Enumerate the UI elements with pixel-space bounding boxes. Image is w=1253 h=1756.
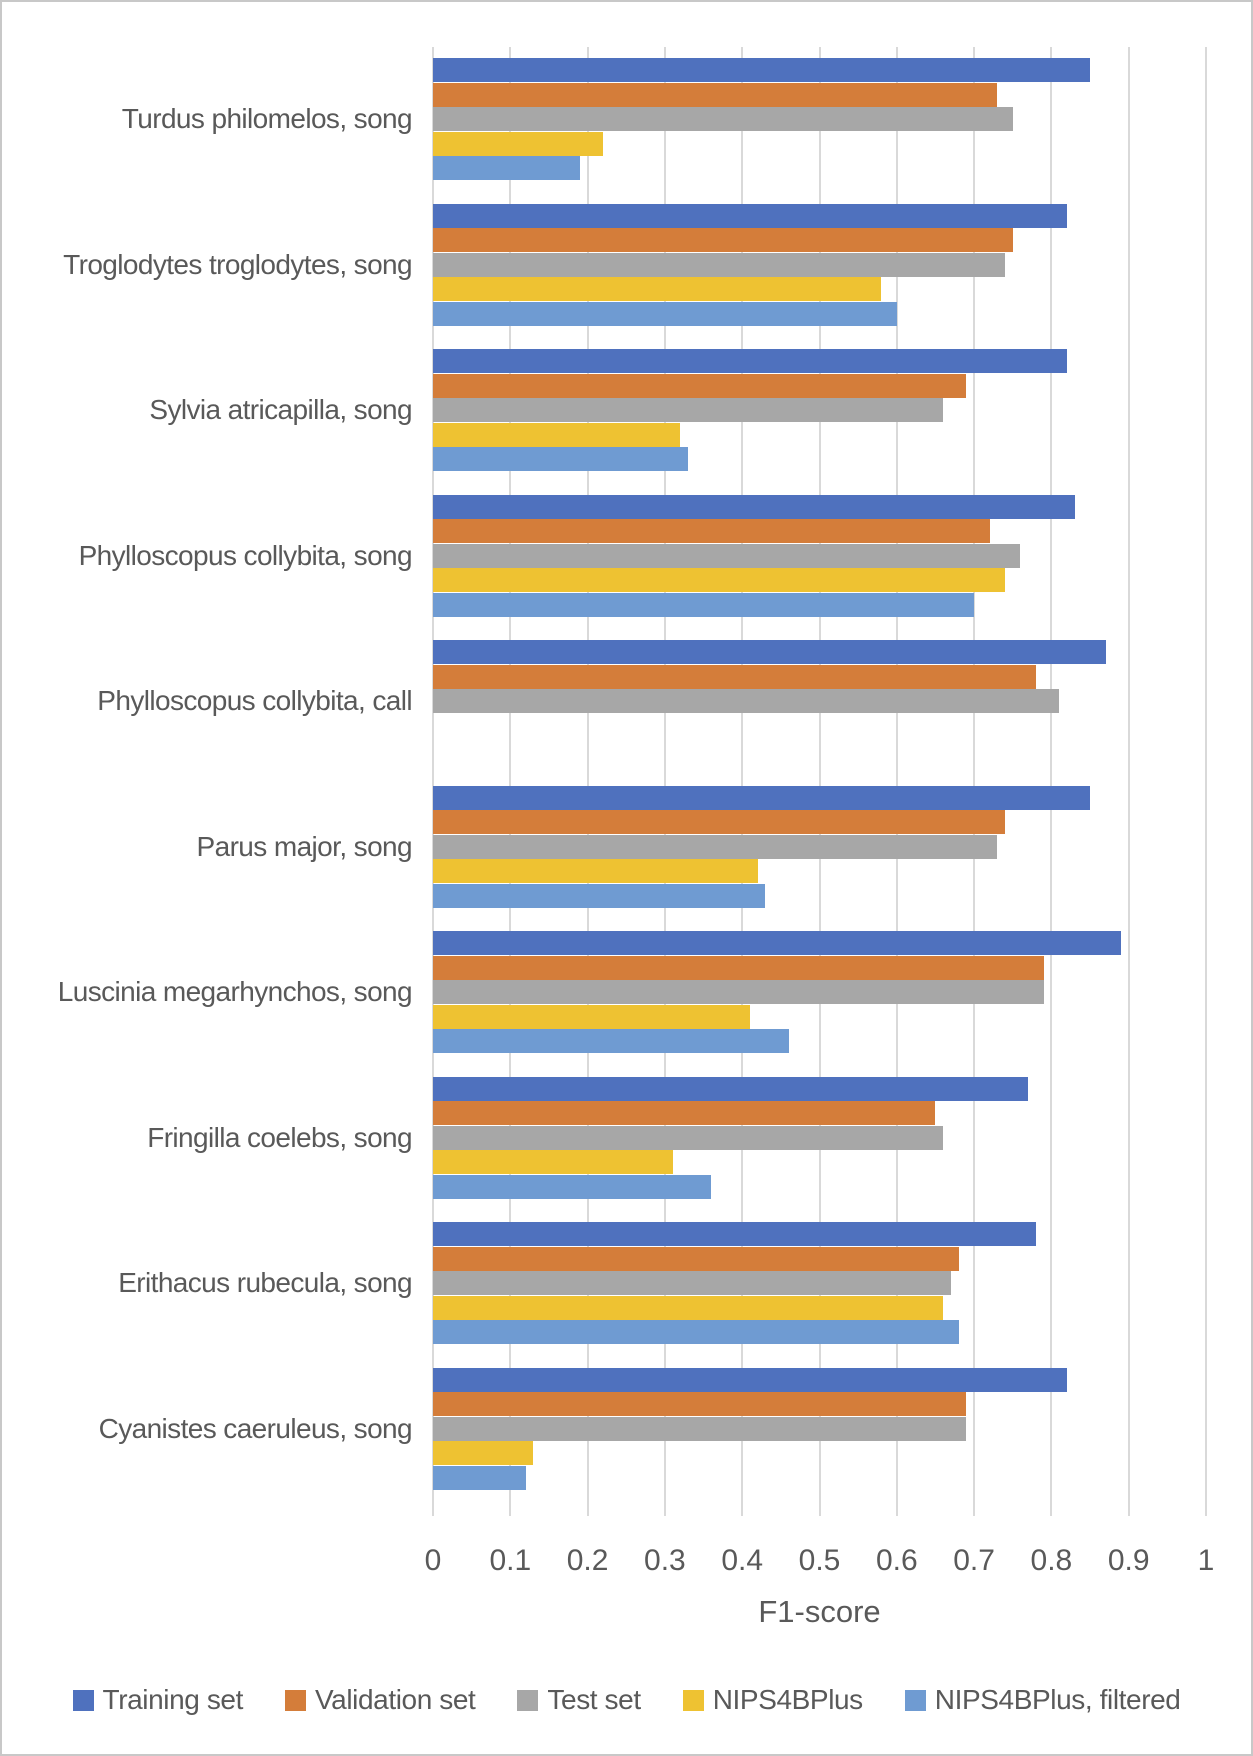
bar bbox=[433, 568, 1005, 592]
bar bbox=[433, 253, 1005, 277]
bar bbox=[433, 107, 1013, 131]
axis-tick bbox=[432, 1502, 434, 1516]
bar bbox=[433, 1005, 750, 1029]
axis-tick bbox=[1205, 1502, 1207, 1516]
axis-tick bbox=[973, 1502, 975, 1516]
bar bbox=[433, 1101, 935, 1125]
x-tick-label: 0.3 bbox=[644, 1544, 686, 1577]
axis-tick bbox=[509, 1502, 511, 1516]
bar bbox=[433, 835, 997, 859]
bar bbox=[433, 156, 580, 180]
legend-swatch bbox=[517, 1690, 538, 1711]
gridline bbox=[1128, 47, 1130, 1502]
bar bbox=[433, 398, 943, 422]
bar bbox=[433, 786, 1090, 810]
category-label: Turdus philomelos, song bbox=[121, 103, 412, 135]
bar bbox=[433, 83, 997, 107]
bar bbox=[433, 204, 1067, 228]
x-tick-label: 0.5 bbox=[798, 1544, 841, 1577]
legend-item bbox=[285, 1684, 475, 1716]
x-tick-label: 0.2 bbox=[566, 1544, 609, 1577]
category-label: Parus major, song bbox=[196, 830, 412, 862]
bar bbox=[433, 810, 1005, 834]
axis-tick bbox=[664, 1502, 666, 1516]
bar bbox=[433, 544, 1020, 568]
x-tick-label: 0.6 bbox=[875, 1544, 918, 1577]
axis-tick bbox=[819, 1502, 821, 1516]
axis-tick bbox=[587, 1502, 589, 1516]
category-label: Erithacus rubecula, song bbox=[118, 1267, 412, 1299]
legend-label: Test set bbox=[547, 1684, 641, 1715]
category-label: Sylvia atricapilla, song bbox=[149, 394, 412, 426]
bar bbox=[433, 228, 1013, 252]
bar bbox=[433, 1150, 673, 1174]
bar bbox=[433, 1296, 943, 1320]
category-label: Luscinia megarhynchos, song bbox=[57, 976, 412, 1008]
x-axis-title: F1-score bbox=[758, 1594, 881, 1629]
x-tick-label: 1 bbox=[1197, 1544, 1215, 1577]
category-label: Phylloscopus collybita, song bbox=[78, 539, 412, 571]
axis-tick bbox=[1050, 1502, 1052, 1516]
bar bbox=[433, 1441, 533, 1465]
x-tick-label: 0.4 bbox=[721, 1544, 764, 1577]
legend-item bbox=[517, 1684, 640, 1716]
bar bbox=[433, 1126, 943, 1150]
category-label: Cyanistes caeruleus, song bbox=[98, 1412, 412, 1444]
bar bbox=[433, 1175, 711, 1199]
bar bbox=[433, 374, 966, 398]
bar bbox=[433, 956, 1044, 980]
category-label: Phylloscopus collybita, call bbox=[97, 685, 412, 717]
x-tick-label: 0.1 bbox=[489, 1544, 532, 1577]
x-tick-label: 0.9 bbox=[1107, 1544, 1150, 1577]
bar bbox=[433, 1392, 966, 1416]
bar bbox=[433, 349, 1067, 373]
x-tick-label: 0.8 bbox=[1030, 1544, 1073, 1577]
legend-swatch bbox=[905, 1690, 926, 1711]
bar bbox=[433, 640, 1106, 664]
bar bbox=[433, 593, 974, 617]
bar bbox=[433, 495, 1075, 519]
bar bbox=[433, 132, 603, 156]
bar bbox=[433, 859, 758, 883]
legend-swatch bbox=[683, 1690, 704, 1711]
axis-tick bbox=[896, 1502, 898, 1516]
bar bbox=[433, 1368, 1067, 1392]
legend-item bbox=[905, 1684, 1181, 1716]
legend-swatch bbox=[73, 1690, 94, 1711]
bar bbox=[433, 1417, 966, 1441]
bar bbox=[433, 1029, 789, 1053]
legend-label: NIPS4BPlus bbox=[712, 1684, 863, 1715]
axis-tick bbox=[741, 1502, 743, 1516]
legend-item bbox=[683, 1684, 863, 1716]
bar bbox=[433, 423, 680, 447]
category-label: Troglodytes troglodytes, song bbox=[63, 248, 412, 280]
bar bbox=[433, 931, 1121, 955]
axis-tick bbox=[1128, 1502, 1130, 1516]
legend-item bbox=[73, 1684, 243, 1716]
bar bbox=[433, 980, 1044, 1004]
x-tick-label: 0 bbox=[424, 1544, 442, 1577]
bar bbox=[433, 1466, 526, 1490]
legend-label: NIPS4BPlus, filtered bbox=[934, 1684, 1181, 1715]
legend-label: Training set bbox=[102, 1684, 243, 1715]
legend bbox=[2, 1684, 1251, 1716]
bar bbox=[433, 1077, 1028, 1101]
bar bbox=[433, 58, 1090, 82]
gridline bbox=[1050, 47, 1052, 1502]
bar bbox=[433, 884, 765, 908]
bar bbox=[433, 1222, 1036, 1246]
x-tick-label: 0.7 bbox=[953, 1544, 995, 1577]
bar bbox=[433, 1271, 951, 1295]
bar bbox=[433, 1247, 959, 1271]
bar bbox=[433, 302, 897, 326]
gridline bbox=[1205, 47, 1207, 1502]
legend-label: Validation set bbox=[314, 1684, 476, 1715]
bar bbox=[433, 1320, 959, 1344]
legend-swatch bbox=[285, 1690, 306, 1711]
bar bbox=[433, 665, 1036, 689]
category-label: Fringilla coelebs, song bbox=[147, 1121, 412, 1153]
bar bbox=[433, 519, 990, 543]
bar bbox=[433, 689, 1059, 713]
bar bbox=[433, 447, 688, 471]
bar bbox=[433, 277, 881, 301]
